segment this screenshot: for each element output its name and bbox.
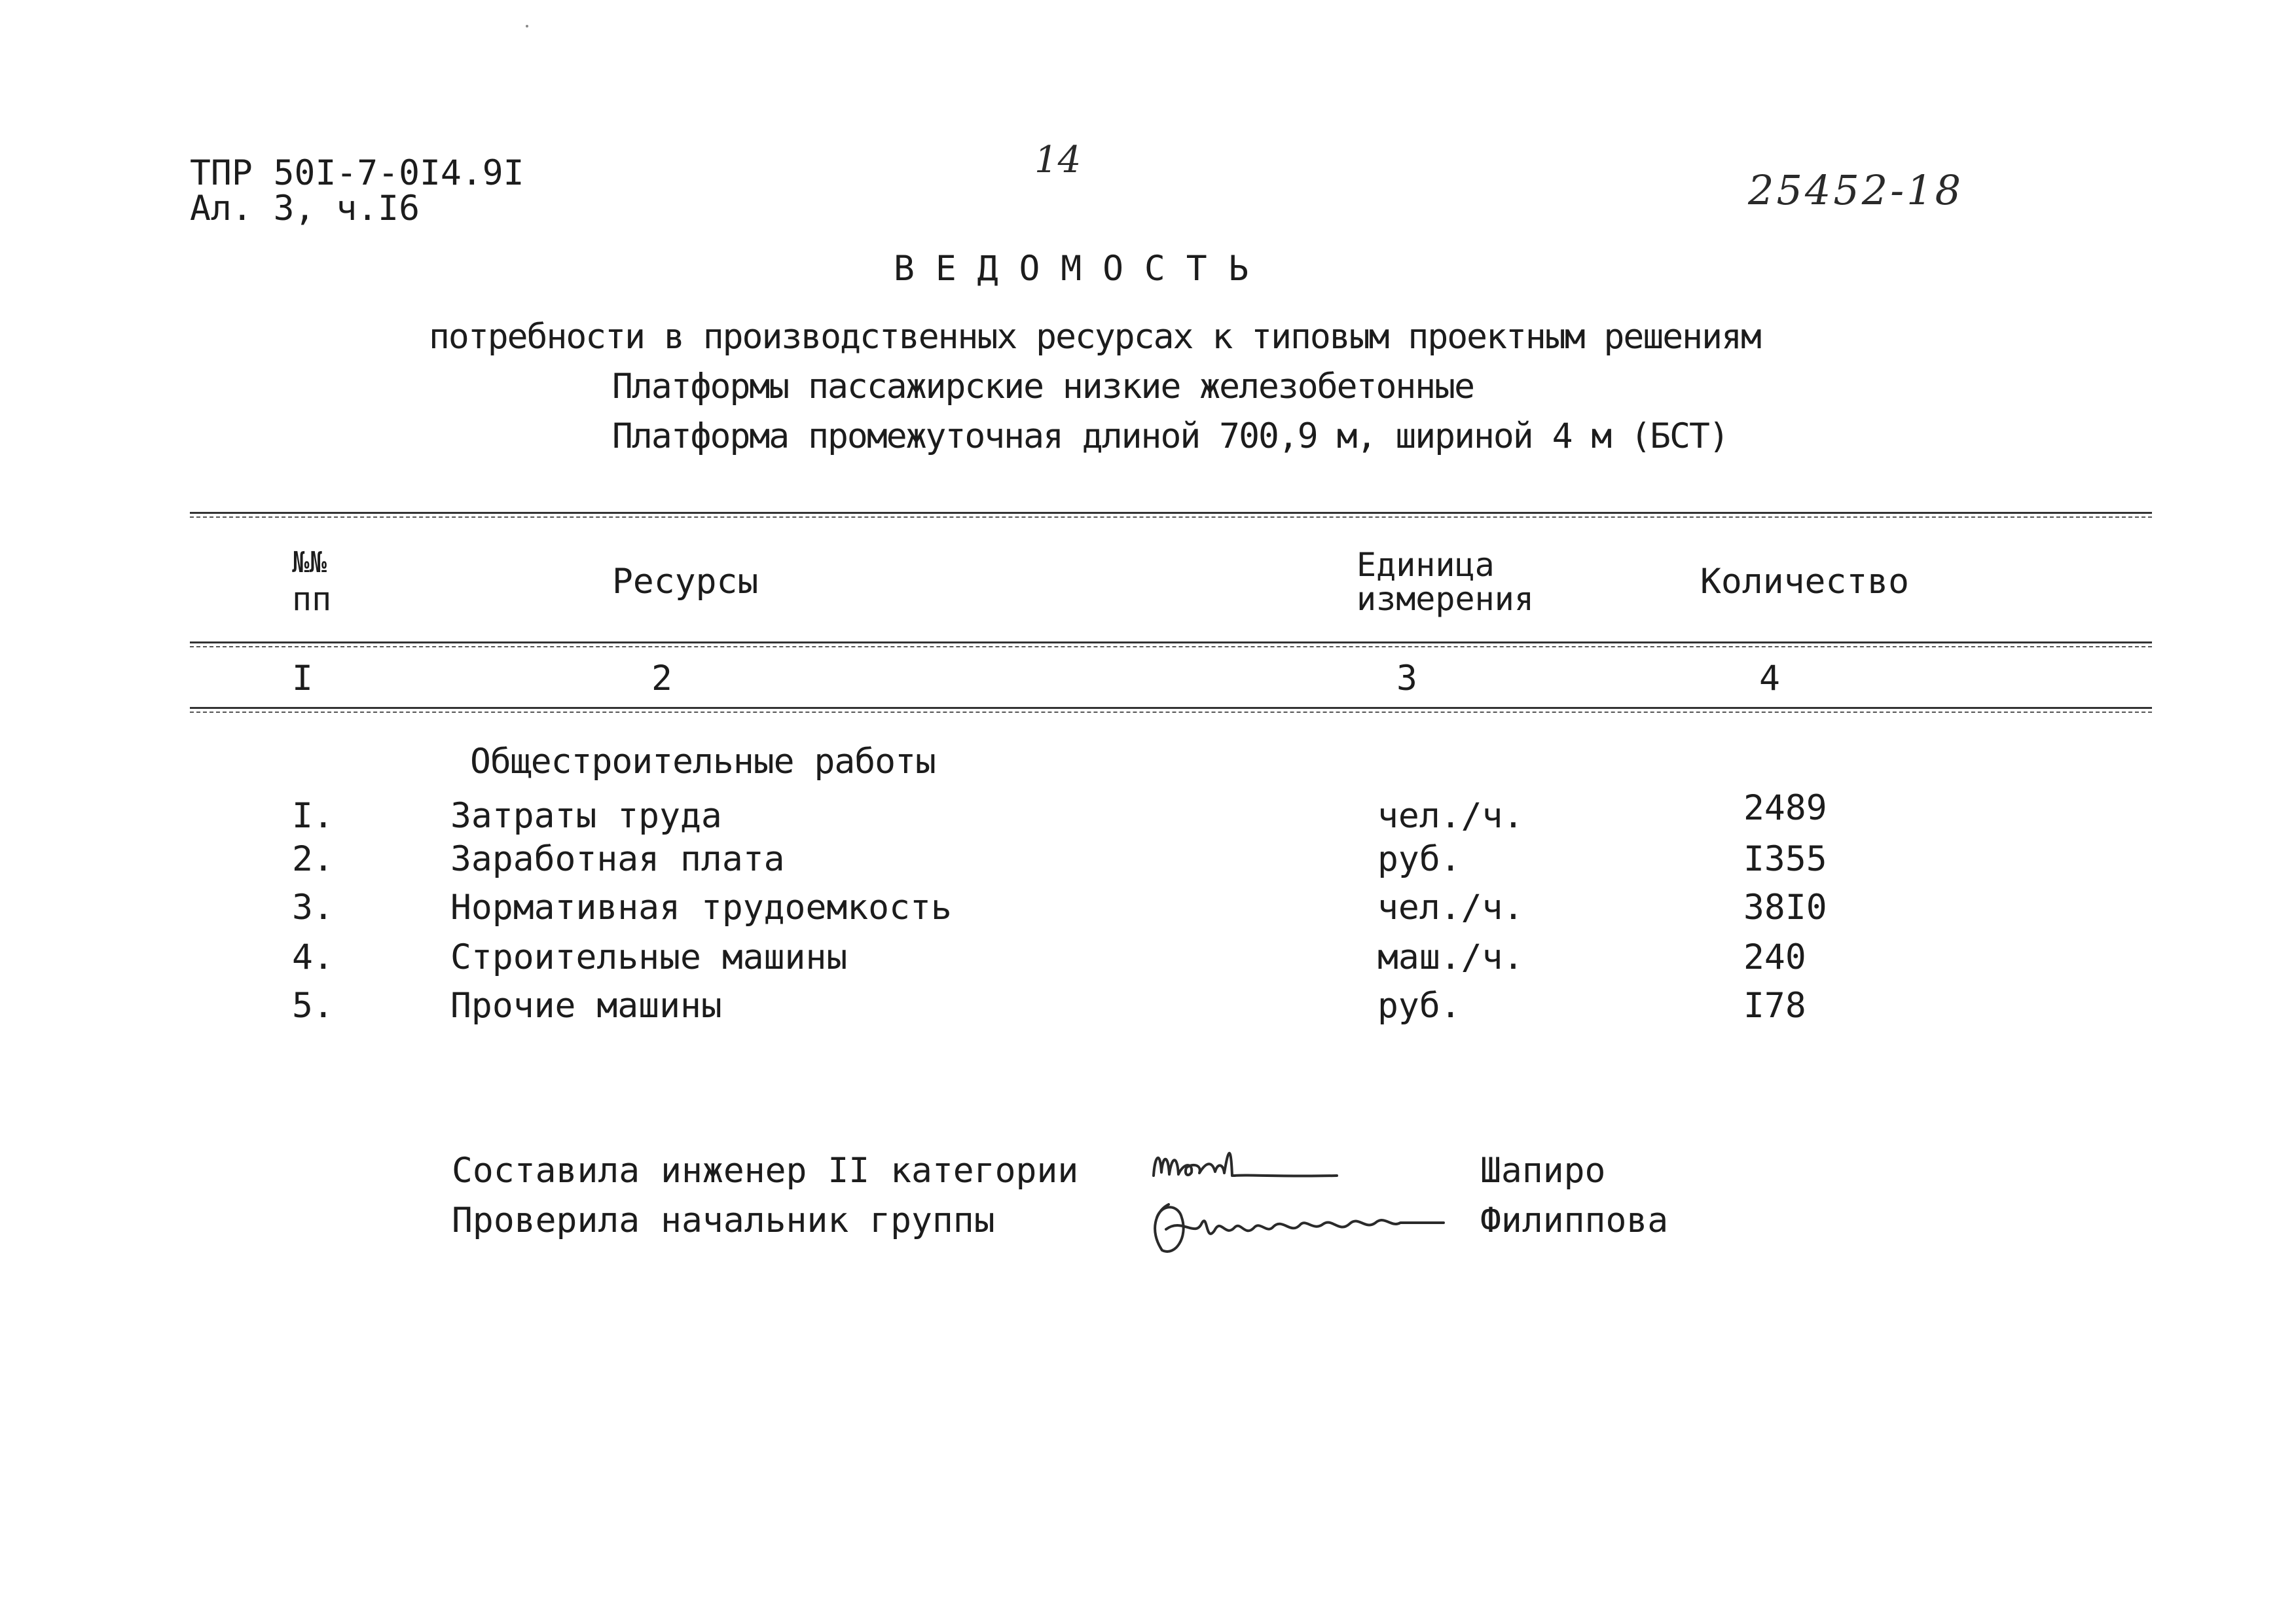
compiled-by-role: Составила инженер II категории [452, 1151, 1079, 1191]
row-number: 4. [292, 937, 334, 977]
row-number: 3. [292, 888, 334, 928]
row-resource: Прочие машины [450, 986, 722, 1026]
row-resource: Затраты труда [450, 796, 722, 836]
column-number-1: I [292, 659, 313, 698]
inventory-number: 25452-18 [1748, 166, 1964, 214]
row-quantity: 38I0 [1743, 888, 1827, 928]
signature-filippova [1142, 1191, 1450, 1263]
page-number: 14 [1034, 139, 1082, 181]
title-line-2: Платформы пассажирские низкие железобетонные [612, 367, 1474, 406]
row-unit: руб. [1377, 986, 1461, 1026]
row-unit: руб. [1377, 839, 1461, 879]
section-heading: Общестроительные работы [470, 742, 936, 782]
compiled-by-name: Шапиро [1480, 1151, 1606, 1191]
album-reference: Ал. 3, ч.I6 [190, 189, 420, 228]
row-unit: чел./ч. [1377, 888, 1524, 928]
signature-shapiro [1147, 1136, 1343, 1189]
column-number-4: 4 [1759, 659, 1780, 698]
header-unit-line-2: измерения [1357, 580, 1534, 618]
header-resources: Ресурсы [612, 562, 759, 602]
row-quantity: I355 [1743, 839, 1827, 879]
header-unit-line-1: Единица [1357, 546, 1495, 584]
row-resource: Нормативная трудоемкость [450, 888, 952, 928]
row-number: 5. [292, 986, 334, 1026]
column-number-3: 3 [1396, 659, 1417, 698]
row-unit: маш./ч. [1377, 937, 1524, 977]
document-title: В Е Д О М О С Т Ь [894, 249, 1249, 289]
column-number-2: 2 [651, 659, 672, 698]
title-line-1: потребности в производственных ресурсах к типовым проектным решениям [429, 317, 1760, 357]
row-quantity: 2489 [1743, 788, 1827, 828]
header-num-line-1: №№ [292, 546, 327, 579]
row-resource: Строительные машины [450, 937, 848, 977]
row-quantity: 240 [1743, 937, 1806, 977]
checked-by-role: Проверила начальник группы [452, 1200, 995, 1240]
row-resource: Заработная плата [450, 839, 785, 879]
row-number: I. [292, 796, 334, 836]
title-line-3: Платформа промежуточная длиной 700,9 м, шириной 4 м (БСТ) [612, 416, 1728, 456]
document-code: ТПР 50I-7-0I4.9I [190, 153, 524, 193]
header-quantity: Количество [1700, 562, 1910, 602]
row-unit: чел./ч. [1377, 796, 1524, 836]
checked-by-name: Филиппова [1480, 1200, 1669, 1240]
row-quantity: I78 [1743, 986, 1806, 1026]
row-number: 2. [292, 839, 334, 879]
header-num-line-2: пп [292, 580, 332, 618]
scan-speck [526, 25, 528, 27]
